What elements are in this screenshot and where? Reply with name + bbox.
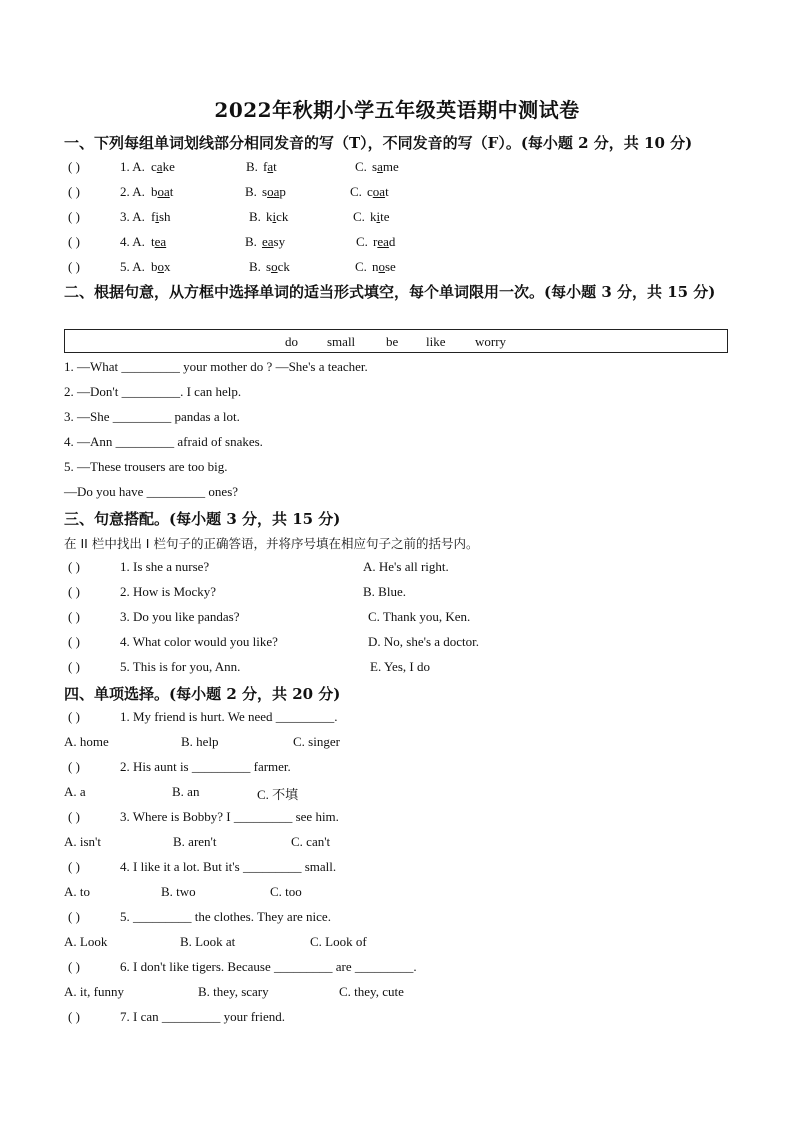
match-answer: B. Blue. xyxy=(363,584,406,599)
option-label-c: C. xyxy=(356,234,368,249)
word-bank-item: be xyxy=(386,334,399,349)
underlined-letters: oa xyxy=(157,184,170,199)
word-part: b xyxy=(151,259,158,274)
answer-paren: ( ) xyxy=(68,209,80,224)
answer-paren: ( ) xyxy=(68,959,80,974)
underlined-letters: oa xyxy=(267,184,280,199)
word-part: p xyxy=(279,184,286,199)
option-label-c: C. xyxy=(353,209,365,224)
word-part: s xyxy=(372,159,378,174)
option-label-c: C. xyxy=(355,159,367,174)
word-option-c xyxy=(367,184,389,200)
word-option-c xyxy=(372,159,399,175)
word-part: k xyxy=(370,209,377,224)
item-number: 2. A. xyxy=(120,184,145,199)
choice-question: 5. _________ the clothes. They are nice. xyxy=(120,909,331,924)
part1-heading: 一、下列每组单词划线部分相同发音的写（T），不同发音的写（F）。(每小题 2 分，共 10 分) xyxy=(64,134,693,152)
word-part: x xyxy=(164,259,171,274)
word-option-c xyxy=(372,259,396,275)
underlined-letters: i xyxy=(155,209,159,224)
word-part: n xyxy=(372,259,379,274)
choice-question: 4. I like it a lot. But it's _________ small. xyxy=(120,859,337,874)
word-option-a xyxy=(151,234,166,250)
match-answer: C. Thank you, Ken. xyxy=(368,609,471,624)
choice-option: C. 不填 xyxy=(257,787,299,802)
answer-paren: ( ) xyxy=(68,159,80,174)
answer-paren: ( ) xyxy=(68,759,80,774)
answer-paren: ( ) xyxy=(68,584,80,599)
word-option-b xyxy=(266,259,290,275)
answer-paren: ( ) xyxy=(68,659,80,674)
choice-option: A. isn't xyxy=(64,834,102,849)
word-part: t xyxy=(169,184,174,199)
underlined-letters: i xyxy=(272,209,277,224)
choice-option: B. an xyxy=(172,784,200,799)
choice-option: C. can't xyxy=(291,834,331,849)
underlined-letters: a xyxy=(267,159,274,174)
option-label-c: C. xyxy=(355,259,367,274)
answer-paren: ( ) xyxy=(68,259,80,274)
word-part: c xyxy=(367,184,373,199)
answer-paren: ( ) xyxy=(68,709,80,724)
choice-option: B. Look at xyxy=(180,934,236,949)
word-part: te xyxy=(380,209,390,224)
choice-option: C. Look of xyxy=(310,934,367,949)
word-part: k xyxy=(266,209,273,224)
option-label-b: B. xyxy=(245,234,257,249)
word-option-b xyxy=(262,234,285,250)
underlined-letters: o xyxy=(378,259,385,274)
word-part: ke xyxy=(162,159,175,174)
choice-option: B. help xyxy=(181,734,219,749)
part2-line: 2. —Don't _________. I can help. xyxy=(64,384,242,399)
match-answer: E. Yes, I do xyxy=(370,659,430,674)
underlined-letters: ea xyxy=(377,234,389,249)
part2-heading: 二、根据句意，从方框中选择单词的适当形式填空，每个单词限用一次。(每小题 3 分，共 15 分) xyxy=(64,283,716,301)
part2-line: 4. —Ann _________ afraid of snakes. xyxy=(64,434,263,449)
part2-line: 5. —These trousers are too big. xyxy=(64,459,228,474)
choice-option: A. home xyxy=(64,734,109,749)
choice-question: 7. I can _________ your friend. xyxy=(120,1009,285,1024)
choice-question: 6. I don't like tigers. Because _________ are _________. xyxy=(120,959,417,974)
word-part: c xyxy=(151,159,157,174)
word-bank-item: like xyxy=(426,334,446,349)
word-option-a xyxy=(151,209,171,225)
option-label-b: B. xyxy=(245,184,257,199)
word-part: me xyxy=(382,159,399,174)
exam-title: 2022年秋期小学五年级英语期中测试卷 xyxy=(214,98,580,122)
word-option-c xyxy=(370,209,390,225)
match-answer: D. No, she's a doctor. xyxy=(368,634,480,649)
answer-paren: ( ) xyxy=(68,234,80,249)
part2-line: —Do you have _________ ones? xyxy=(64,484,239,499)
word-part: s xyxy=(262,184,268,199)
option-label-b: B. xyxy=(249,209,261,224)
match-question: 4. What color would you like? xyxy=(120,634,278,649)
option-label-c: C. xyxy=(350,184,362,199)
word-part: sy xyxy=(273,234,286,249)
match-question: 5. This is for you, Ann. xyxy=(120,659,241,674)
item-number: 4. A. xyxy=(120,234,145,249)
underlined-letters: a xyxy=(377,159,383,174)
word-part: b xyxy=(151,184,158,199)
word-part: ck xyxy=(276,209,289,224)
word-part: t xyxy=(385,184,389,199)
part4-heading: 四、单项选择。(每小题 2 分，共 20 分) xyxy=(64,685,341,703)
word-part: d xyxy=(388,234,396,249)
underlined-letters: ea xyxy=(154,234,167,249)
option-label-b: B. xyxy=(246,159,258,174)
answer-paren: ( ) xyxy=(68,634,80,649)
item-number: 5. A. xyxy=(120,259,145,274)
word-option-a xyxy=(151,259,171,275)
word-part: f xyxy=(263,159,268,174)
match-question: 2. How is Mocky? xyxy=(120,584,217,599)
answer-paren: ( ) xyxy=(68,1009,80,1024)
part3-heading: 三、句意搭配。(每小题 3 分，共 15 分) xyxy=(64,510,341,528)
part2-line: 3. —She _________ pandas a lot. xyxy=(64,409,240,424)
word-bank-item: small xyxy=(327,334,356,349)
word-part: r xyxy=(373,234,378,249)
part2-line: 1. —What _________ your mother do ? —She's a teacher. xyxy=(64,359,368,374)
choice-option: B. aren't xyxy=(173,834,217,849)
answer-paren: ( ) xyxy=(68,809,80,824)
answer-paren: ( ) xyxy=(68,609,80,624)
word-part: sh xyxy=(158,209,171,224)
word-part: se xyxy=(385,259,396,274)
choice-option: B. they, scary xyxy=(198,984,269,999)
word-part: s xyxy=(266,259,272,274)
item-number: 1. A. xyxy=(120,159,145,174)
word-part: t xyxy=(151,234,155,249)
choice-option: B. two xyxy=(161,884,196,899)
word-option-a xyxy=(151,159,175,175)
match-question: 1. Is she a nurse? xyxy=(120,559,210,574)
word-bank-item: worry xyxy=(475,334,507,349)
underlined-letters: oa xyxy=(372,184,386,199)
word-bank-box xyxy=(64,329,728,353)
underlined-letters: o xyxy=(157,259,164,274)
choice-question: 2. His aunt is _________ farmer. xyxy=(120,759,291,774)
choice-option: A. a xyxy=(64,784,86,799)
word-option-b xyxy=(263,159,277,175)
underlined-letters: a xyxy=(156,159,163,174)
word-option-b xyxy=(262,184,286,200)
choice-option: C. too xyxy=(270,884,302,899)
underlined-letters: o xyxy=(271,259,278,274)
answer-paren: ( ) xyxy=(68,859,80,874)
choice-question: 1. My friend is hurt. We need _________. xyxy=(120,709,338,724)
word-part: f xyxy=(151,209,156,224)
option-label-b: B. xyxy=(249,259,261,274)
word-part: t xyxy=(273,159,277,174)
word-option-b xyxy=(266,209,288,225)
choice-option: A. Look xyxy=(64,934,108,949)
word-option-c xyxy=(373,234,395,250)
match-question: 3. Do you like pandas? xyxy=(120,609,240,624)
answer-paren: ( ) xyxy=(68,559,80,574)
word-bank-item: do xyxy=(285,334,298,349)
underlined-letters: ea xyxy=(262,234,274,249)
part3-instruction: 在 II 栏中找出 I 栏句子的正确答语，并将序号填在相应句子之前的括号内。 xyxy=(64,536,479,551)
answer-paren: ( ) xyxy=(68,184,80,199)
answer-paren: ( ) xyxy=(68,909,80,924)
choice-question: 3. Where is Bobby? I _________ see him. xyxy=(120,809,339,824)
choice-option: C. singer xyxy=(293,734,340,749)
choice-option: C. they, cute xyxy=(339,984,404,999)
word-part: ck xyxy=(277,259,290,274)
item-number: 3. A. xyxy=(120,209,145,224)
choice-option: A. it, funny xyxy=(64,984,124,999)
match-answer: A. He's all right. xyxy=(363,559,449,574)
word-option-a xyxy=(151,184,173,200)
underlined-letters: i xyxy=(376,209,381,224)
choice-option: A. to xyxy=(64,884,90,899)
